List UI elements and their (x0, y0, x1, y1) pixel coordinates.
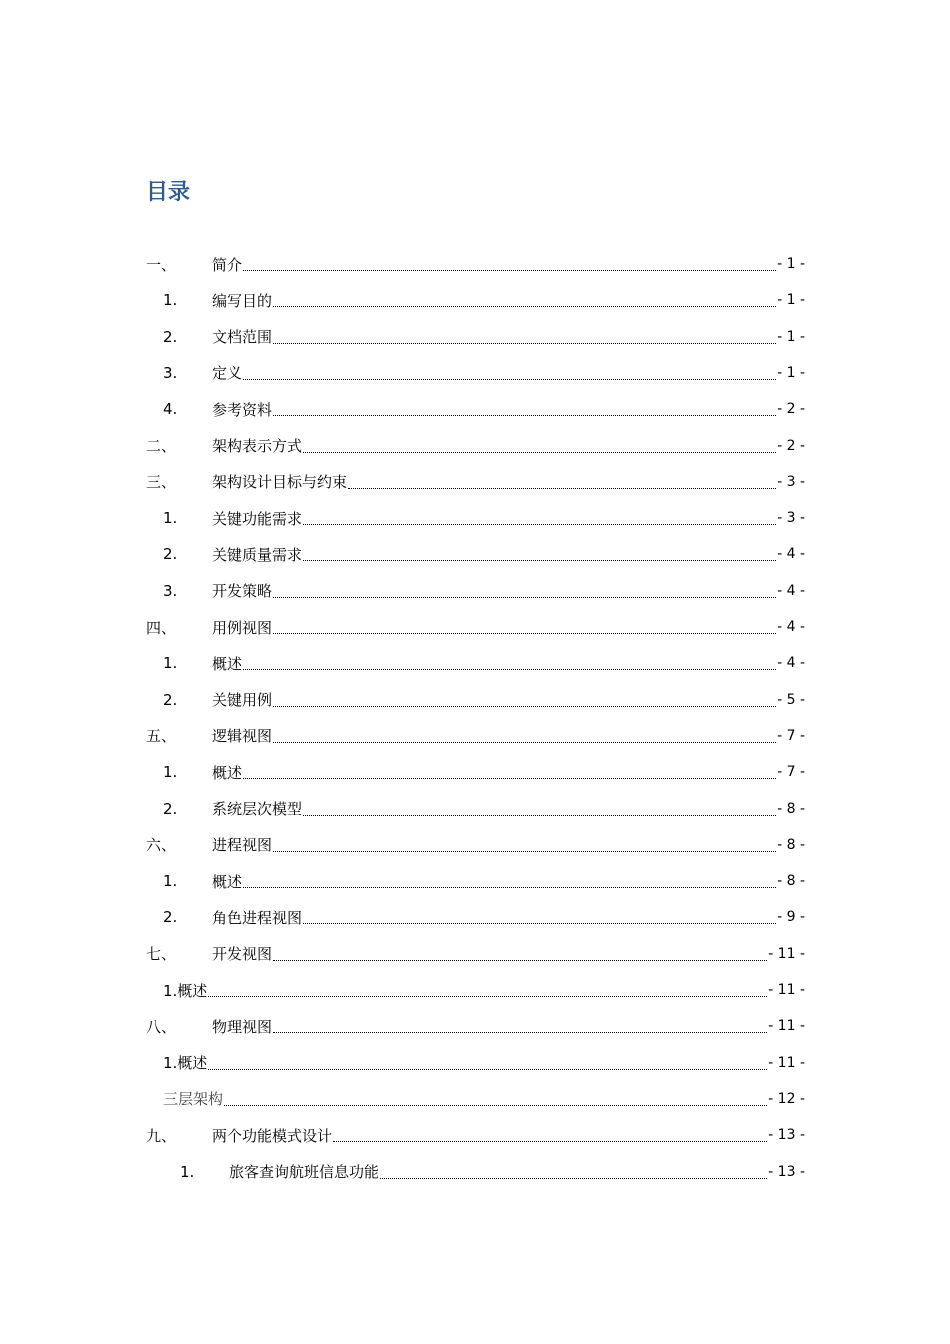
toc-entry-number: 六、 (146, 836, 177, 855)
toc-entry[interactable] (146, 1117, 805, 1153)
toc-entry-number: 2. (163, 327, 178, 346)
toc-entry-label: 用例视图 (212, 618, 273, 637)
toc-entry-label: 逻辑视图 (212, 727, 273, 746)
toc-entry-number: 八、 (146, 1017, 177, 1036)
toc-leader-dots (333, 1140, 767, 1142)
toc-entry[interactable] (163, 645, 805, 681)
toc-entry[interactable] (163, 500, 805, 536)
toc-entry-page: - 3 - (777, 510, 805, 527)
toc-entry-label: 系统层次模型 (212, 800, 303, 818)
toc-entry-page: - 8 - (777, 873, 805, 890)
toc-entry[interactable] (146, 609, 805, 645)
toc-entry-label: 概述 (212, 654, 243, 673)
toc-entry-number: 二、 (146, 437, 177, 455)
toc-entry-page: - 8 - (777, 800, 805, 817)
toc-entry-number: 1. (163, 872, 178, 891)
toc-leader-dots (303, 451, 776, 453)
toc-entry-number: 2. (163, 545, 178, 564)
toc-entry-number: 四、 (146, 618, 177, 637)
toc-entry[interactable] (146, 428, 805, 464)
toc-entry[interactable] (163, 573, 805, 609)
toc-leader-dots (348, 487, 776, 489)
toc-entry-label: 概述 (212, 763, 243, 782)
toc-entry[interactable] (146, 246, 805, 282)
toc-entry-label: 概述 (212, 872, 243, 891)
toc-entry-label: 关键质量需求 (212, 545, 303, 564)
toc-entry[interactable] (146, 718, 805, 754)
toc-entry-page: - 4 - (777, 619, 805, 635)
toc-entry-label: 开发视图 (212, 945, 273, 964)
toc-leader-dots (273, 959, 767, 961)
toc-entry-label: 架构表示方式 (212, 437, 303, 455)
toc-entry-label: 关键用例 (212, 691, 273, 710)
toc-entry-label: 关键功能需求 (212, 509, 303, 528)
toc-leader-dots (303, 523, 776, 525)
toc-leader-dots (273, 705, 776, 707)
toc-entry-page: - 3 - (777, 473, 805, 490)
toc-entry-label: 架构设计目标与约束 (212, 473, 348, 492)
toc-entry-number: 1. (163, 763, 178, 782)
toc-entry-page: - 1 - (777, 328, 805, 345)
toc-entry-number: 2. (163, 908, 178, 927)
toc-entry-page: - 1 - (777, 256, 805, 272)
toc-entry-label: 开发策略 (212, 582, 273, 601)
toc-entry-label: 定义 (212, 364, 243, 383)
toc-entry-label: 参考资料 (212, 400, 273, 419)
toc-entry-page: - 13 - (768, 1163, 805, 1180)
toc-entry-page: - 12 - (768, 1090, 805, 1107)
toc-entry[interactable] (163, 1045, 805, 1081)
toc-entry[interactable] (163, 863, 805, 899)
toc-entry-number: 3. (163, 581, 178, 600)
toc-leader-dots (273, 305, 776, 307)
toc-leader-dots (303, 814, 776, 816)
toc-entry[interactable] (163, 355, 805, 391)
toc-leader-dots (243, 378, 776, 380)
toc-entry[interactable] (163, 899, 805, 935)
toc-entry[interactable] (146, 464, 805, 500)
toc-leader-dots (273, 414, 776, 416)
toc-entry[interactable] (146, 827, 805, 863)
toc-entry-page: - 4 - (777, 655, 805, 672)
toc-entry-number: 五、 (146, 727, 177, 746)
toc-entry[interactable] (163, 319, 805, 355)
toc-leader-dots (224, 1104, 767, 1106)
toc-entry-label: 1.概述 (163, 981, 208, 1000)
toc-entry-label: 角色进程视图 (212, 908, 303, 927)
toc-entry-number: 2. (163, 799, 178, 818)
toc-leader-dots (303, 559, 776, 561)
toc-entry-page: - 9 - (777, 909, 805, 926)
toc-entry-number: 4. (163, 400, 178, 419)
toc-entry[interactable] (163, 972, 805, 1008)
toc-leader-dots (273, 342, 776, 344)
toc-entry-page: - 11 - (768, 1018, 805, 1035)
toc-entry-label: 两个功能模式设计 (212, 1126, 333, 1145)
toc-entry[interactable] (163, 682, 805, 718)
toc-leader-dots (273, 596, 776, 598)
toc-leader-dots (208, 1068, 767, 1070)
toc-entry-number: 七、 (146, 945, 177, 964)
toc-entry[interactable] (163, 1081, 805, 1117)
toc-leader-dots (273, 1031, 767, 1033)
toc-entry-number: 三、 (146, 473, 177, 492)
toc-entry-label: 编写目的 (212, 291, 273, 310)
toc-entry-number: 2. (163, 690, 178, 709)
toc-entry[interactable] (163, 754, 805, 790)
toc-entry-number: 一、 (146, 255, 177, 274)
toc-entry-page: - 7 - (777, 727, 805, 744)
toc-entry-label: 文档范围 (212, 328, 273, 347)
toc-entry-number: 1. (163, 291, 178, 310)
toc-entry-page: - 1 - (777, 292, 805, 309)
toc-leader-dots (243, 668, 776, 670)
toc-entry-page: - 2 - (777, 437, 805, 454)
toc-leader-dots (243, 886, 776, 888)
toc-entry-label: 简介 (212, 255, 243, 274)
toc-entry[interactable] (163, 282, 805, 318)
toc-entry-page: - 4 - (777, 546, 805, 563)
toc-leader-dots (273, 850, 776, 852)
toc-entry-page: - 1 - (777, 364, 805, 381)
toc-leader-dots (273, 632, 776, 634)
toc-entry-page: - 8 - (777, 836, 805, 853)
toc-entry-number: 九、 (146, 1126, 177, 1145)
toc-entry-page: - 2 - (777, 401, 805, 418)
toc-leader-dots (380, 1177, 767, 1179)
toc-entry-label: 1.概述 (163, 1054, 208, 1073)
toc-entry-label: 三层架构 (163, 1090, 224, 1109)
toc-entry-number: 3. (163, 363, 178, 382)
toc-leader-dots (243, 269, 776, 271)
toc-entry-page: - 13 - (768, 1127, 805, 1144)
toc-entry[interactable] (163, 791, 805, 827)
toc-entry-page: - 7 - (777, 764, 805, 781)
toc-entry-number: 1. (163, 654, 178, 673)
toc-entry-label: 物理视图 (212, 1017, 273, 1036)
toc-entry-page: - 11 - (768, 982, 805, 998)
toc-entry[interactable] (163, 391, 805, 427)
toc-leader-dots (303, 922, 776, 924)
toc-leader-dots (208, 995, 767, 997)
toc-entry[interactable] (146, 1008, 805, 1044)
toc-entry-page: - 5 - (777, 691, 805, 708)
toc-title: 目录 (146, 180, 191, 205)
toc-entry-label: 旅客查询航班信息功能 (229, 1163, 380, 1181)
toc-entry-page: - 4 - (777, 582, 805, 599)
toc-entry-number: 1. (163, 509, 178, 528)
toc-entry[interactable] (163, 536, 805, 572)
toc-entry-page: - 11 - (768, 945, 805, 962)
toc-entry[interactable] (146, 936, 805, 972)
toc-entry-number: 1. (180, 1162, 195, 1181)
toc-entry-label: 进程视图 (212, 836, 273, 855)
toc-leader-dots (243, 777, 776, 779)
toc-entry[interactable] (180, 1154, 805, 1190)
toc-entry-page: - 11 - (768, 1054, 805, 1071)
toc-leader-dots (273, 741, 776, 743)
